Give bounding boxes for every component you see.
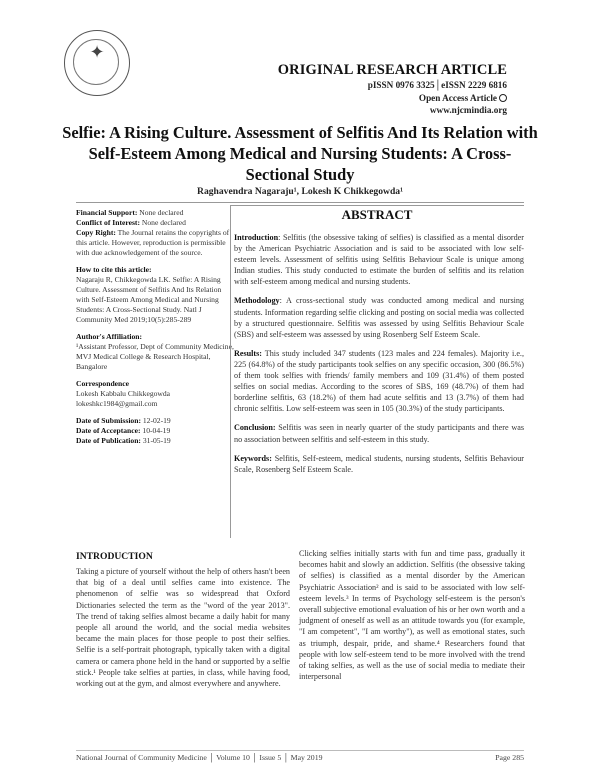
- open-access-label: Open Access Article: [418, 92, 497, 103]
- publication-value: 31-05-19: [140, 436, 171, 446]
- abstract-results-text: This study included 347 students (123 males and 224 females). Majority i.e., 225 (64.8%) of the study participants took selfies on any specific occasion, 300 (86.5%) of them took selfies with friends/ family members and 109 (31.4%) of them posted selfies on social medias. According to the scores of SBS, 169 (48.7%) of them had borderline selfitis, 63 (18.2%) of them had acute selfitis and 13 (3.7%) of them had chronic selfitis. Low self-esteem was seen in 105 (30.3%) of the study participants.: [234, 348, 524, 414]
- page-footer: [76, 753, 524, 762]
- issn-line: pISSN 0976 3325│eISSN 2229 6816: [367, 80, 507, 90]
- support-and-copyright: [76, 208, 234, 258]
- abstract-method-label: Methodology: [234, 296, 280, 306]
- abstract-keywords: [234, 453, 524, 475]
- correspondence-block: [76, 379, 234, 409]
- abstract-results: [234, 348, 524, 415]
- abstract-keywords-text: Selfitis, Self-esteem, medical students, nursing students, Selfitis Behaviour Scale, Rosenberg Self Esteem Scale.: [234, 453, 524, 474]
- abstract-results-label: Results:: [234, 348, 262, 358]
- introduction-heading: INTRODUCTION: [76, 551, 153, 562]
- correspondence-name: Lokesh Kabbalu Chikkegowda: [76, 389, 171, 398]
- submission-label: Date of Submission:: [76, 416, 141, 426]
- affiliation-label: Author's Affiliation:: [76, 331, 143, 341]
- abstract-introduction: [234, 232, 524, 287]
- acceptance-label: Date of Acceptance:: [76, 426, 141, 436]
- conflict-value: None declared: [139, 217, 186, 227]
- correspondence-label: Correspondence: [76, 379, 130, 389]
- financial-support-value: None declared: [137, 208, 184, 217]
- abstract-conclusion-label: Conclusion:: [234, 423, 276, 433]
- affiliation-value: ¹Assistant Professor, Dept of Community Medicine, MVJ Medical College & Research Hospital, Bangalore: [76, 341, 234, 371]
- author-list: Raghavendra Nagaraju¹, Lokesh K Chikkegowda¹: [197, 186, 403, 197]
- copyright-value: The Journal retains the copyrights of this article. However, reproduction is permissible with due acknowledgement of the source.: [76, 227, 230, 257]
- acceptance-value: 10-04-19: [140, 426, 171, 436]
- article-info-sidebar: [76, 208, 234, 454]
- article-header-info: [278, 62, 507, 117]
- abstract-heading: ABSTRACT: [341, 207, 413, 222]
- abstract-conclusion-text: Selfitis was seen in nearly quarter of the study participants and there was no association between selfitis and self-esteem in this study.: [234, 423, 524, 444]
- conflict-label: Conflict of Interest:: [76, 217, 140, 227]
- footer-journal: National Journal of Community Medicine │ Volume 10 │ Issue 5 │ May 2019: [76, 753, 323, 762]
- correspondence-email[interactable]: lokeshkc1984@gmail.com: [76, 398, 158, 408]
- cite-value: Nagaraju R, Chikkegowda LK. Selfie: A Rising Culture. Assessment of Selfitis And Its Relation with Self-Esteem Among Medical and Nursing Students: A Cross-Sectional Study. Natl J Community Med 2019;10(5):285-289: [76, 274, 222, 324]
- abstract-intro-label: Introduction: [234, 233, 279, 242]
- introduction-column-2: [299, 548, 525, 682]
- abstract-keywords-label: Keywords:: [234, 453, 272, 463]
- article-title: Selfie: A Rising Culture. Assessment of Selfitis And Its Relation with Self-Esteem Among Medical and Nursing Students: A Cross-Sectional Study: [62, 123, 538, 184]
- introduction-column-1: [76, 566, 290, 689]
- introduction-paragraph-2: Clicking selfies initially starts with fun and time pass, gradually it becomes habit and slowly an addiction. Selfitis (the obsessive taking of selfies) is classified as a mental disorder by the American Psychiatric Association² and is said to be associated with low self-esteem levels.³ In terms of Psychology self-esteem is the person's overall subjective emotional evaluation of his or her own worth and a judgment of oneself as well as an attitude towards you (for example, "I am competent", "I am worthy"), as well as emotional states, such as triumph, despair, pride, and shame.⁴ Researchers found that people with low self-esteem tend to be more involved with the trend of taking selfies, as well as the use of social media to mediate their interpersonal: [299, 549, 525, 682]
- abstract-conclusion: [234, 422, 524, 444]
- abstract-method-text: : A cross-sectional study was conducted among medical and nursing students. Information regarding selfie clicking and posting on social media was collected by a structured questionnaire. Selfitis was assessed by using Selfitis Behaviour Scale (SBS) and self-esteem was assessed by using Rosenberg Self Esteem Scale.: [234, 296, 524, 339]
- abstract-body: [234, 232, 524, 483]
- article-type: ORIGINAL RESEARCH ARTICLE: [277, 62, 507, 78]
- seal-emblem-icon: ✦: [89, 42, 105, 62]
- open-access-line: [278, 92, 507, 105]
- abstract-intro-text: : Selfitis (the obsessive taking of selfies) is classified as a mental disorder by the American Psychiatric Association and is said to be associated with low self-esteem levels. Assessment of selfitis using Selfitis Behaviour Scale is unique among Indian studies. This study conducted to estimate the burden of selfitis and its relation with self-esteem among medical and nursing students.: [234, 233, 524, 287]
- page-number: Page 285: [495, 753, 524, 762]
- footer-divider: [76, 750, 524, 751]
- cite-label: How to cite this article:: [76, 265, 152, 275]
- header-divider: [76, 202, 524, 203]
- abstract-methodology: [234, 295, 524, 339]
- submission-value: 12-02-19: [140, 416, 171, 426]
- affiliation-block: [76, 332, 234, 372]
- introduction-paragraph-1: Taking a picture of yourself without the help of others hasn't been that big of a deal until selfies came into existence. The phenomenon of selfie was so widespread that Oxford Dictionaries selected the term as the "word of the year 2013". The trend of taking selfies almost became a daily habit for many people all around the world, and the social media websites became the main places for those people to post their selfies. Selfie is a self-portrait photograph, typically taken with a digital camera or camera phone held in the hand or supported by a selfie stick.¹ People take selfies at parties, in class, while having food, working out at the gym, and almost everywhere and anywhere.: [76, 567, 290, 689]
- financial-support-label: Financial Support:: [76, 208, 138, 217]
- copyright-label: Copy Right:: [76, 227, 116, 237]
- publication-label: Date of Publication:: [76, 436, 141, 446]
- dates-block: [76, 416, 234, 446]
- journal-website-link[interactable]: www.njcmindia.org: [429, 105, 507, 115]
- open-access-icon: [499, 94, 507, 102]
- journal-seal-logo: [64, 30, 130, 96]
- citation-block: [76, 265, 234, 324]
